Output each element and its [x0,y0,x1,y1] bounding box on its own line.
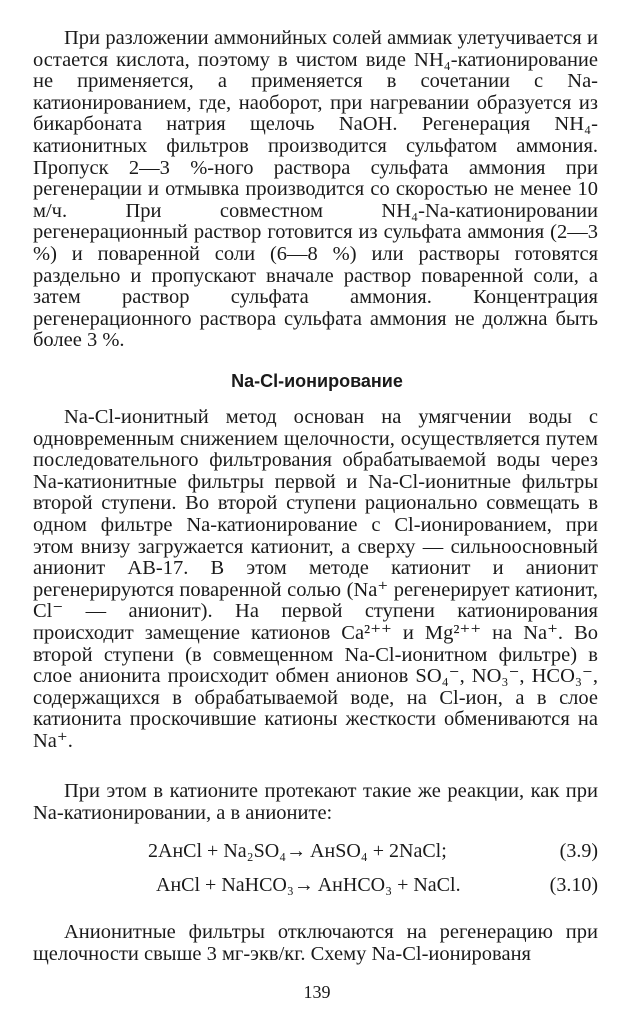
equation-3-10 [33,874,598,902]
equation-formula: 2AнCl + Na₂SO₄→ AнSO₄ + 2NaCl; [148,840,447,862]
page-number: 139 [303,982,331,1002]
paragraph-ammonium-regeneration: При разложении аммонийных солей аммиак улетучивается и остается кислота, поэтому в чистом виде NH₄-катионирование не применяется, а применяется в сочетании с Na-катионированием, где, наоборот, при нагревании образуется из бикарбоната натрия щелочь NaOH. Регенерация NH₄-катионитных фильтров производится сульфатом аммония. Пропуск 2—3 %-ного раствора сульфата аммония при регенерации и отмывка производится со скоростью не менее 10 м/ч. При совместном NH₄-Na-катионировании регенерационный раствор готовится из сульфата аммония (2—3 %) и поваренной соли (6—8 %) или растворы готовятся раздельно и пропускают вначале раствор поваренной соли, а затем раствор сульфата аммония. Концентрация регенерационного раствора сульфата аммония не должна быть более 3 %. [33,27,598,352]
paragraph-anion-filters: Анионитные фильтры отключаются на регенерацию при щелочности свыше 3 мг-экв/кг. Схему Na-Cl-ионированя [33,921,598,965]
equation-number: (3.9) [559,840,598,862]
paragraph-na-cl-method: Na-Cl-ионитный метод основан на умягчении воды с одновременным снижением щелочности, осуществляется путем последовательного фильтрования обрабатываемой воды через Na-катионитные фильтры первой и Na-Cl-ионитные фильтры второй ступени. Во второй ступени рационально совмещать в одном фильтре Na-катионирование с Cl-ионированием, при этом внизу загружается катионит, а сверху — сильноосновный анионит АВ-17. В этом методе катионит и анионит регенерируются поваренной солью (Na⁺ регенерирует катионит, Cl⁻ — анионит). На первой ступени катионирования происходит замещение катионов Ca²⁺⁺ и Mg²⁺⁺ на Na⁺. Во второй ступени (в совмещенном Na-Cl-ионитном фильтре) в слое анионита происходит обмен анионов SO₄⁻, NO₃⁻, HCO₃⁻, содержащихся в обрабатываемой воде, на Cl-ион, а в слое катионита проскочившие катионы жесткости обмениваются на Na⁺. [33,406,598,752]
section-heading: Na-Cl-ионирование [231,371,403,391]
equation-formula: AнCl + NaHCO₃→ AнHCO₃ + NaCl. [156,874,461,896]
equation-3-9 [33,840,598,868]
paragraph-reactions-intro: При этом в катионите протекают такие же реакции, как при Na-катионировании, а в анионите: [33,780,598,824]
equation-number: (3.10) [549,874,598,896]
